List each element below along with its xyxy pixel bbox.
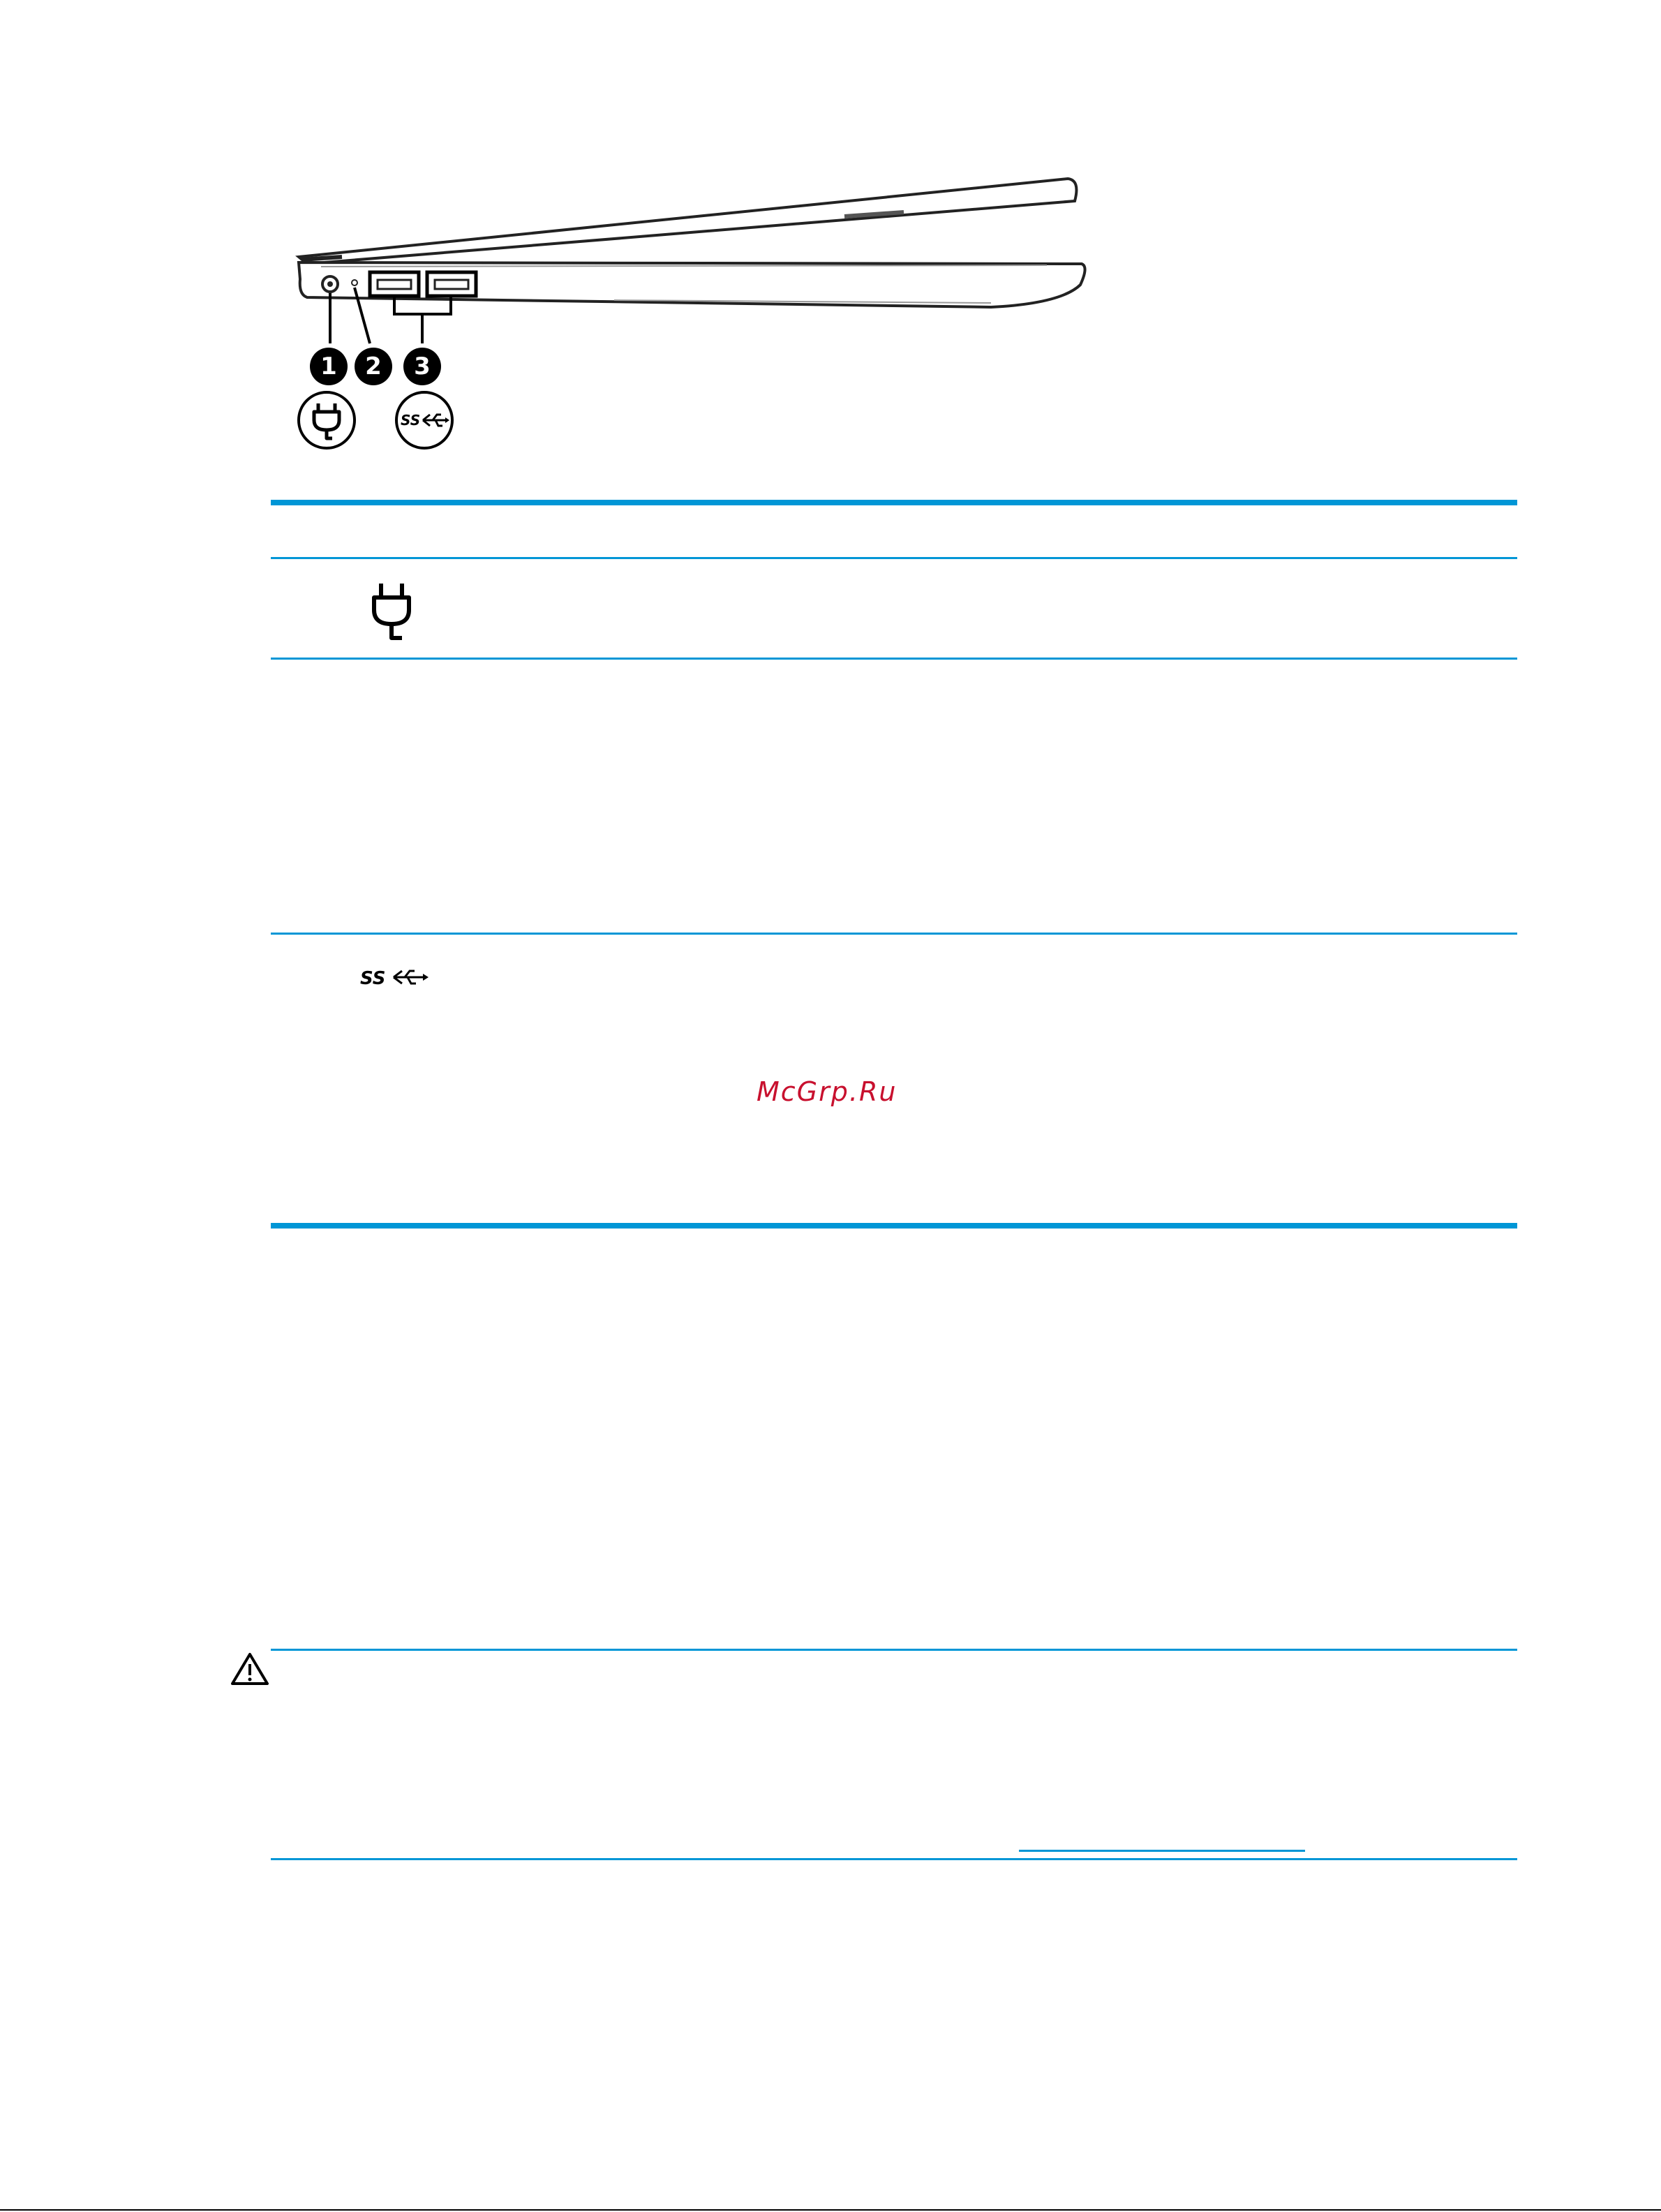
table-bottom-rule [271, 1223, 1517, 1229]
link-underline[interactable] [1019, 1850, 1305, 1852]
usb-superspeed-icon [360, 963, 430, 991]
footer-rule [0, 2209, 1661, 2211]
warning-triangle-icon [230, 1651, 269, 1686]
power-plug-icon [296, 389, 357, 451]
warning-top-rule [271, 1649, 1517, 1651]
power-plug-icon [368, 581, 417, 644]
usb-superspeed-icon [394, 389, 455, 451]
table-row-divider [271, 658, 1517, 660]
watermark: McGrp.Ru [757, 1076, 897, 1107]
table-header-rule [271, 557, 1517, 559]
table-row-divider [271, 933, 1517, 935]
warning-bottom-rule [271, 1858, 1517, 1860]
callout-2: 2 [355, 348, 392, 385]
table-top-rule [271, 500, 1517, 505]
callout-1: 1 [310, 348, 348, 385]
svg-text:SS: SS [401, 412, 421, 429]
callout-3: 3 [403, 348, 441, 385]
svg-text:SS: SS [360, 968, 386, 989]
table-row [271, 660, 1517, 931]
